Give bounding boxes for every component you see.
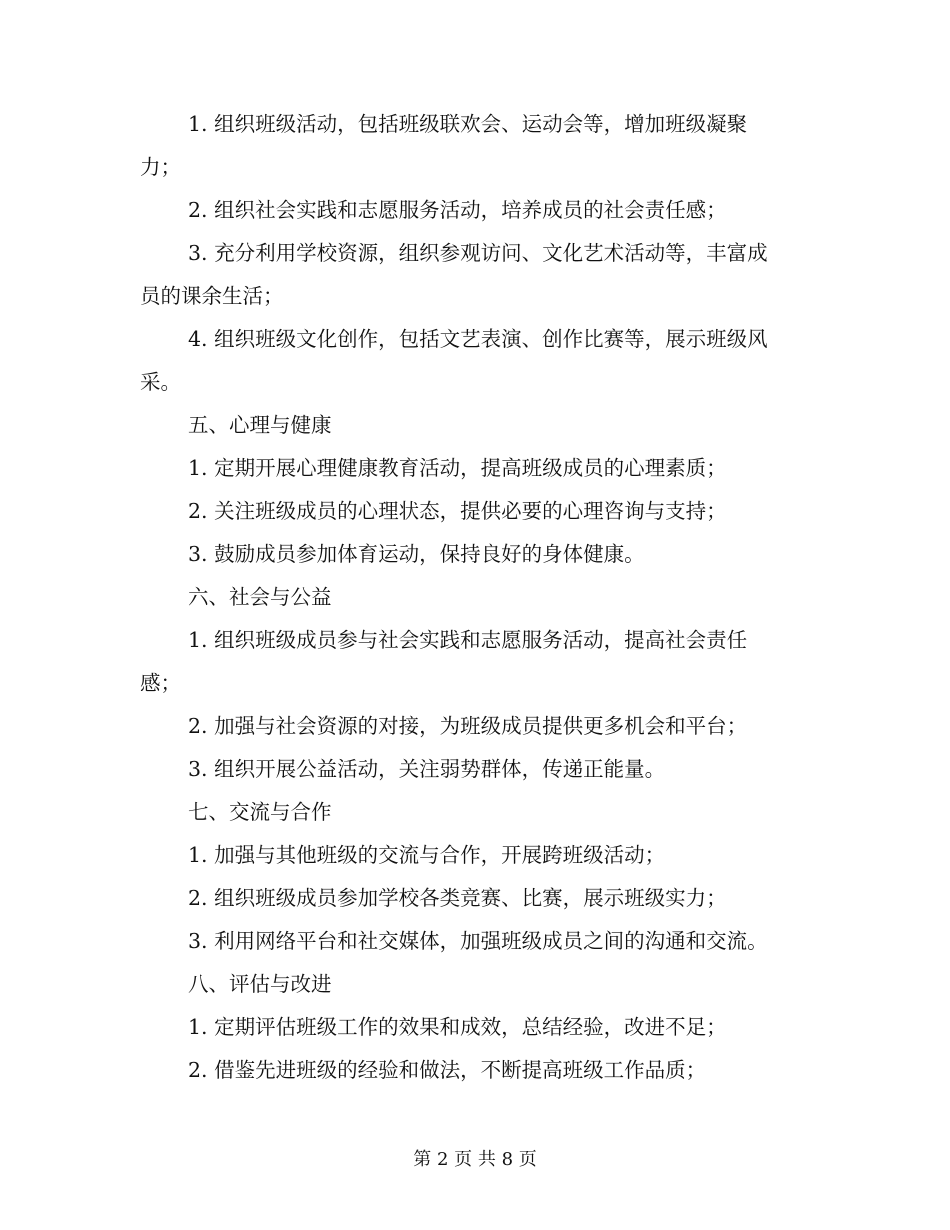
section-heading: 六、社会与公益 (188, 585, 332, 609)
text-line: 2. 组织社会实践和志愿服务活动，培养成员的社会责任感； (188, 198, 727, 222)
text-line: 员的课余生活； (140, 284, 284, 308)
text-line: 力； (140, 155, 181, 179)
text-line: 2. 关注班级成员的心理状态，提供必要的心理咨询与支持； (188, 499, 727, 523)
text-line: 1. 组织班级活动，包括班级联欢会、运动会等，增加班级凝聚 (188, 112, 748, 136)
text-line: 1. 定期开展心理健康教育活动，提高班级成员的心理素质； (188, 456, 727, 480)
text-line: 采。 (140, 370, 181, 394)
text-line: 2. 加强与社会资源的对接，为班级成员提供更多机会和平台； (188, 714, 748, 738)
text-line: 3. 组织开展公益活动，关注弱势群体，传递正能量。 (188, 757, 666, 781)
text-line: 1. 定期评估班级工作的效果和成效，总结经验，改进不足； (188, 1015, 727, 1039)
document-body (140, 103, 810, 1092)
text-line: 感； (140, 671, 181, 695)
text-line: 2. 组织班级成员参加学校各类竞赛、比赛，展示班级实力； (188, 886, 727, 910)
text-line: 3. 利用网络平台和社交媒体，加强班级成员之间的沟通和交流。 (188, 929, 768, 953)
text-line: 3. 鼓励成员参加体育运动，保持良好的身体健康。 (188, 542, 645, 566)
section-heading: 七、交流与合作 (188, 800, 332, 824)
text-line: 1. 加强与其他班级的交流与合作，开展跨班级活动； (188, 843, 666, 867)
text-line: 2. 借鉴先进班级的经验和做法，不断提高班级工作品质； (188, 1058, 707, 1082)
text-line: 3. 充分利用学校资源，组织参观访问、文化艺术活动等，丰富成 (188, 241, 768, 265)
section-heading: 八、评估与改进 (188, 972, 332, 996)
section-heading: 五、心理与健康 (188, 413, 332, 437)
page-number-footer: 第 2 页 共 8 页 (413, 1149, 537, 1170)
text-line: 4. 组织班级文化创作，包括文艺表演、创作比赛等，展示班级风 (188, 327, 768, 351)
text-line: 1. 组织班级成员参与社会实践和志愿服务活动，提高社会责任 (188, 628, 748, 652)
